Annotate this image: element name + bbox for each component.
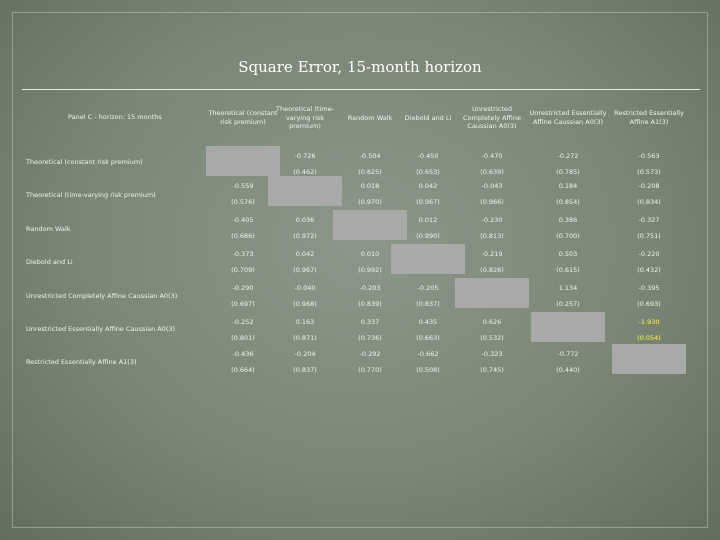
slide-title: Square Error, 15-month horizon [238, 58, 482, 76]
value-cell: -0.563 [638, 152, 660, 160]
pvalue-cell: (0.967) [293, 266, 317, 274]
pvalue-cell: (0.573) [637, 168, 661, 176]
value-cell: -0.450 [417, 152, 439, 160]
pvalue-cell: (0.854) [556, 198, 580, 206]
pvalue-cell: (0.663) [416, 334, 440, 342]
pvalue-cell: (0.709) [231, 266, 255, 274]
value-cell: -0.504 [359, 152, 381, 160]
value-cell: -0.436 [232, 350, 254, 358]
pvalue-cell: (0.837) [293, 366, 317, 374]
pvalue-cell: (0.785) [556, 168, 580, 176]
column-header: Restricted Essentially Affine A1(3) [614, 109, 684, 126]
row-label: Restricted Essentially Affine A1(3) [26, 358, 137, 366]
value-cell: -0.204 [294, 350, 316, 358]
value-cell: -0.043 [481, 182, 503, 190]
diagonal-cell [455, 278, 529, 308]
value-cell: 0.626 [482, 318, 502, 326]
value-cell: 0.010 [360, 250, 380, 258]
column-header: Unrestricted Essentially Affine Caussian A0(3) [529, 109, 607, 126]
value-cell: -0.208 [638, 182, 660, 190]
value-cell: -0.252 [232, 318, 254, 326]
pvalue-cell: (0.966) [480, 198, 504, 206]
column-header: Diebold and Li [404, 113, 452, 122]
pvalue-cell: (0.576) [231, 198, 255, 206]
value-cell: -0.040 [294, 284, 316, 292]
diagonal-cell [268, 176, 342, 206]
pvalue-cell: (0.664) [231, 366, 255, 374]
column-header: Random Walk [347, 113, 393, 122]
pvalue-cell: (0.440) [556, 366, 580, 374]
value-cell: -0.772 [557, 350, 579, 358]
pvalue-cell: (0.834) [637, 198, 661, 206]
pvalue-cell: (0.736) [358, 334, 382, 342]
value-cell: -0.662 [417, 350, 439, 358]
column-header: Theoretical (constant risk premium) [208, 109, 278, 126]
value-cell: 0.386 [558, 216, 578, 224]
pvalue-cell: (0.686) [231, 232, 255, 240]
value-cell: -0.323 [481, 350, 503, 358]
value-cell: -0.290 [232, 284, 254, 292]
diagonal-cell [612, 344, 686, 374]
pvalue-cell: (0.462) [293, 168, 317, 176]
pvalue-cell: (0.751) [637, 232, 661, 240]
pvalue-cell: (0.972) [293, 232, 317, 240]
value-cell: -1.930 [638, 318, 660, 326]
value-cell: 0.042 [418, 182, 438, 190]
value-cell: 0.163 [295, 318, 315, 326]
value-cell: -0.405 [232, 216, 254, 224]
value-cell: -0.726 [294, 152, 316, 160]
pvalue-cell: (0.770) [358, 366, 382, 374]
pvalue-cell: (0.801) [231, 334, 255, 342]
value-cell: -0.219 [481, 250, 503, 258]
value-cell: -0.559 [232, 182, 254, 190]
pvalue-cell: (0.968) [293, 300, 317, 308]
pvalue-cell: (0.992) [358, 266, 382, 274]
pvalue-cell: (0.813) [480, 232, 504, 240]
table-top-rule [22, 89, 700, 90]
row-label: Unrestricted Completely Affine Caussian A0(3) [26, 292, 178, 300]
value-cell: -0.220 [638, 250, 660, 258]
pvalue-cell: (0.990) [416, 232, 440, 240]
pvalue-cell: (0.745) [480, 366, 504, 374]
value-cell: -0.373 [232, 250, 254, 258]
value-cell: -0.292 [359, 350, 381, 358]
pvalue-cell: (0.837) [416, 300, 440, 308]
value-cell: -0.272 [557, 152, 579, 160]
value-cell: 0.042 [295, 250, 315, 258]
value-cell: 1.134 [558, 284, 578, 292]
pvalue-cell: (0.970) [358, 198, 382, 206]
pvalue-cell: (0.615) [556, 266, 580, 274]
value-cell: 0.435 [418, 318, 438, 326]
row-label: Unrestricted Essentially Affine Caussian A0(3) [26, 325, 176, 333]
pvalue-cell: (0.839) [358, 300, 382, 308]
value-cell: -0.327 [638, 216, 660, 224]
value-cell: 0.337 [360, 318, 380, 326]
panel-label: Panel C - horizon: 15 months [68, 113, 162, 121]
pvalue-cell: (0.653) [416, 168, 440, 176]
pvalue-cell: (0.508) [416, 366, 440, 374]
pvalue-cell: (0.700) [556, 232, 580, 240]
column-header: Theoretical (time-varying risk premium) [276, 104, 334, 131]
value-cell: 0.503 [558, 250, 578, 258]
value-cell: 0.036 [295, 216, 315, 224]
row-label: Theoretical (constant risk premium) [26, 158, 143, 166]
pvalue-cell: (0.639) [480, 168, 504, 176]
pvalue-cell: (0.967) [416, 198, 440, 206]
value-cell: 0.184 [558, 182, 578, 190]
diagonal-cell [531, 312, 605, 342]
diagonal-cell [391, 244, 465, 274]
pvalue-cell: (0.826) [480, 266, 504, 274]
column-header: Unrestricted Completely Affine Caussian A0(3) [463, 104, 521, 131]
pvalue-cell: (0.054) [637, 334, 661, 342]
value-cell: -0.203 [359, 284, 381, 292]
pvalue-cell: (0.532) [480, 334, 504, 342]
value-cell: -0.205 [417, 284, 439, 292]
value-cell: -0.230 [481, 216, 503, 224]
row-label: Random Walk [26, 225, 71, 233]
pvalue-cell: (0.432) [637, 266, 661, 274]
pvalue-cell: (0.625) [358, 168, 382, 176]
pvalue-cell: (0.697) [231, 300, 255, 308]
pvalue-cell: (0.693) [637, 300, 661, 308]
value-cell: 0.012 [418, 216, 438, 224]
row-label: Diebold and Li [26, 258, 73, 266]
pvalue-cell: (0.871) [293, 334, 317, 342]
pvalue-cell: (0.257) [556, 300, 580, 308]
value-cell: 0.018 [360, 182, 380, 190]
value-cell: -0.470 [481, 152, 503, 160]
value-cell: -0.395 [638, 284, 660, 292]
row-label: Theoretical (time-varying risk premium) [26, 191, 156, 199]
